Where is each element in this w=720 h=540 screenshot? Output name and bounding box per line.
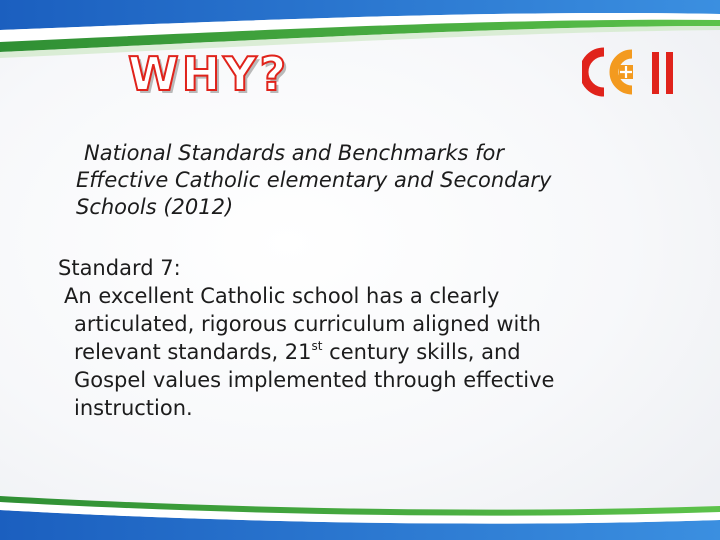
ccii-logo — [582, 46, 690, 98]
reference-line-2: Effective Catholic elementary and Secondary — [76, 168, 552, 192]
ordinal-suffix: st — [311, 339, 323, 353]
cross-icon — [619, 65, 633, 79]
document-reference — [76, 140, 676, 221]
standard-line-3-start: relevant standards, 21 — [74, 340, 312, 364]
standard-line-1: An excellent Catholic school has a clearly — [64, 284, 500, 308]
standard-body — [58, 310, 654, 422]
standard-block — [58, 254, 698, 422]
reference-line-1: National Standards and Benchmarks for — [84, 141, 504, 165]
slide-title: WHY? — [128, 47, 290, 101]
standard-line-5: instruction. — [74, 396, 193, 420]
standard-line-2: articulated, rigorous curriculum aligned with — [74, 312, 541, 336]
reference-line-3: Schools (2012) — [76, 195, 234, 219]
standard-heading: Standard 7: — [58, 256, 181, 280]
standard-line-4: Gospel values implemented through effective — [74, 368, 555, 392]
standard-line-3-end: century skills, and — [322, 340, 521, 364]
standard-line-3 — [74, 338, 654, 366]
bottom-decorative-band — [0, 480, 720, 540]
